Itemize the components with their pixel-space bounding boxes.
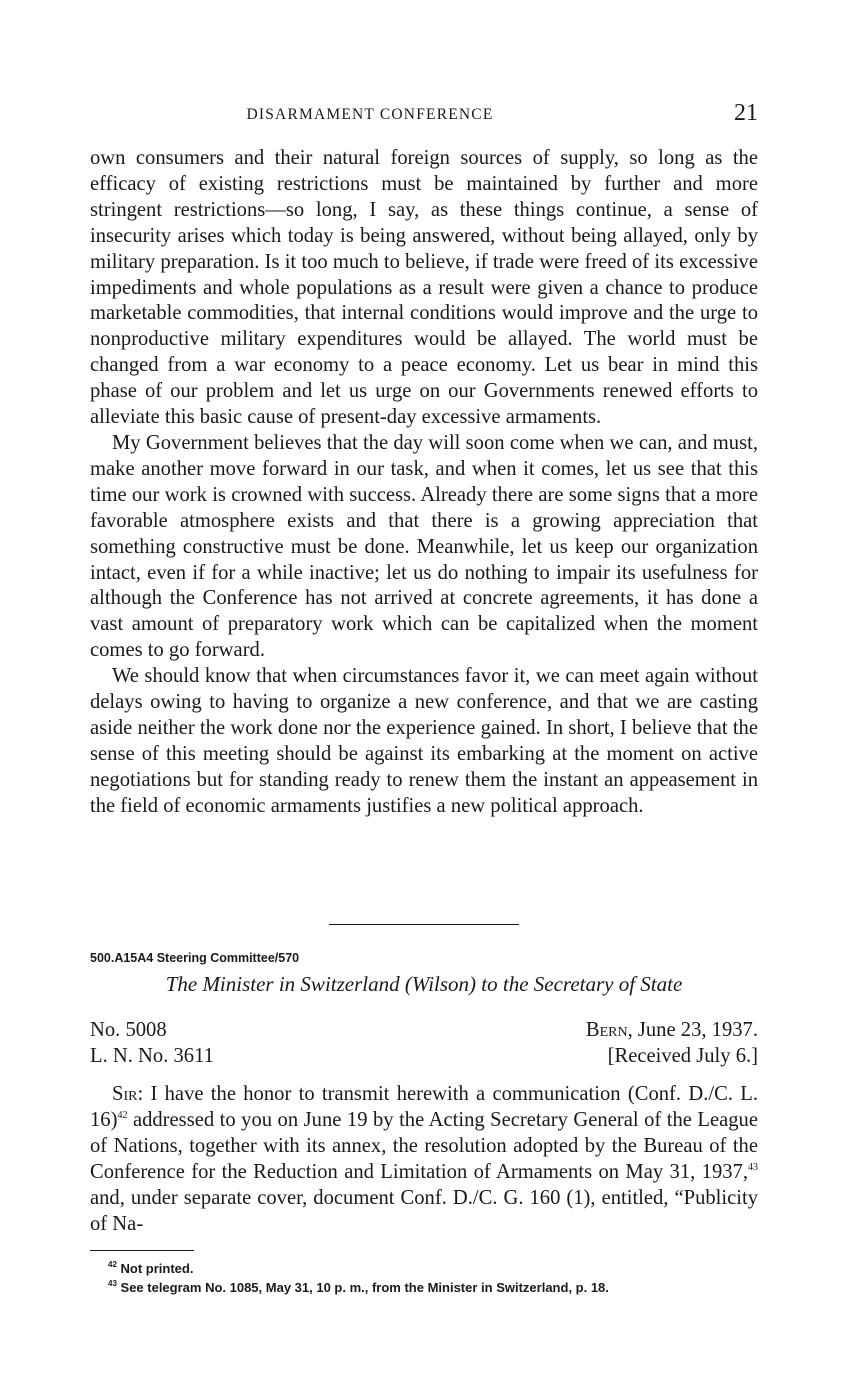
place-date (586, 1018, 758, 1044)
heading-text: ) to the Secretary of State (469, 972, 683, 996)
letter-text: : I have the honor to transmit herewith a communication (Conf. D./C. L. 16) (90, 1083, 758, 1131)
footnote-mark: 43 (108, 1279, 117, 1288)
footnote-ref[interactable]: 43 (748, 1161, 758, 1173)
salutation: Sir (112, 1083, 138, 1105)
letter-text: addressed to you on June 19 by the Acting Secretary General of the League of Nations, together with its annex, the resolution adopted by the Bureau of the Conference for the Reduction and Limitation of Armaments on May 31, 1937, (90, 1108, 758, 1183)
page-number: 21 (734, 100, 758, 126)
received-date: [Received July 6.] (607, 1044, 758, 1067)
footnote-ref[interactable]: 42 (117, 1109, 128, 1121)
letter-body (90, 1082, 758, 1237)
section-divider (329, 924, 519, 925)
speech-text (90, 146, 758, 820)
place: Bern (585, 1019, 628, 1041)
running-head (90, 102, 758, 132)
running-title: DISARMAMENT CONFERENCE (246, 106, 494, 123)
heading-text: The Minister in Switzerland ( (165, 972, 412, 996)
footnote-text: Not printed. (116, 1261, 194, 1276)
heading-name: Wilson (411, 972, 470, 996)
document-heading (90, 972, 758, 997)
meta-row (90, 1044, 758, 1070)
date: , June 23, 1937. (627, 1019, 758, 1041)
meta-row (90, 1018, 758, 1044)
footnote-divider (90, 1250, 194, 1251)
despatch-number: No. 5008 (90, 1019, 167, 1041)
ln-number: L. N. No. 3611 (90, 1044, 214, 1067)
footnote-mark: 42 (108, 1260, 117, 1269)
footnotes (108, 1259, 758, 1297)
paragraph: My Government believes that the day will soon come when we can, and must, make another move forward in our task, and when it comes, let us see that this time our work is crowned with success. Already there are some signs that a more favorable atmosphere exists and that there is a growing appreciation that something constructive must be done. Meanwhile, let us keep our organization intact, even if for a while inactive; let us do nothing to impair its usefulness for although the Conference has not arrived at concrete agreements, it has done a vast amount of preparatory work which can be capitalized when the moment comes to go forward. (90, 431, 758, 662)
paragraph: own consumers and their natural foreign sources of supply, so long as the efficacy of existing restrictions must be maintained by further and more stringent restrictions—so long, I say, as these things continue, a sense of insecurity arises which today is being answered, without being allayed, only by military preparation. Is it too much to believe, if trade were freed of its excessive impediments and whole populations as a result were given a chance to produce marketable commodities, that internal conditions would improve and the urge to nonproductive military expenditures would be allayed. The world must be changed from a war economy to a peace economy. Let us bear in mind this phase of our problem and let us urge on our Governments renewed efforts to alleviate this basic cause of present-day excessive armaments. (90, 147, 758, 429)
letter-text: and, under separate cover, document Conf. D./C. G. 160 (1), entitled, “Publicity of Na- (90, 1186, 758, 1235)
file-reference: 500.A15A4 Steering Committee/570 (90, 951, 300, 965)
footnote (108, 1259, 758, 1278)
document-meta (90, 1018, 758, 1070)
paragraph (90, 1082, 758, 1237)
paragraph: We should know that when circumstances favor it, we can meet again without delays owing to having to organize a new conference, and that we are casting aside neither the work done nor the experience gained. In short, I believe that the sense of this meeting should be against its embarking at the moment on active negotiations but for standing ready to renew them the instant an appeasement in the field of economic armaments justifies a new political approach. (90, 665, 758, 817)
footnote-text: See telegram No. 1085, May 31, 10 p. m., from the Minister in Switzerland, p. 18. (116, 1280, 609, 1295)
footnote (108, 1278, 758, 1297)
